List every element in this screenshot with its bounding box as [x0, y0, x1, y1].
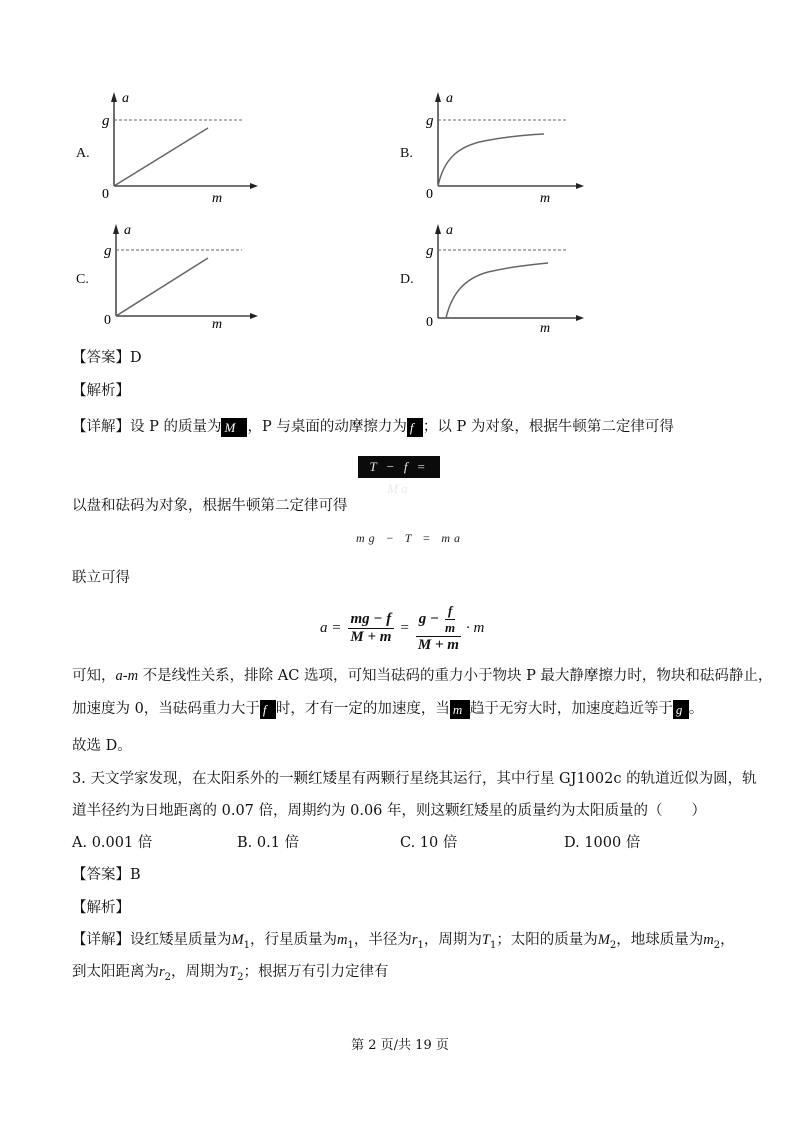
text: ，周期为: [423, 932, 482, 948]
origin-label: 0: [426, 187, 433, 202]
line5-c: 趋于无穷大时，加速度趋近等于: [469, 701, 673, 717]
detail-suffix: ；以 P 为对象，根据牛顿第二定律可得: [422, 419, 674, 435]
eq3-frac1-den: M + m: [350, 628, 392, 645]
q3-choice-c: C. 10 倍: [400, 835, 458, 851]
sub: 2: [237, 971, 244, 983]
a-axis-label: a: [124, 223, 131, 238]
option-d-graph: [398, 220, 578, 340]
line4-rest: 不是线性关系，排除 AC 选项，可知当砝码的重力小于物块 P 最大静摩擦力时，物块和砝码静止，: [138, 668, 773, 684]
text: ，行星质量为: [249, 932, 337, 948]
q3-answer: 【答案】B: [72, 867, 141, 883]
eq3-equals: =: [400, 619, 409, 636]
eq3-inner-den: m: [445, 619, 456, 635]
m-axis-label: m: [540, 191, 551, 206]
eq3-lhs: a =: [320, 619, 342, 636]
option-c-plot: [100, 220, 260, 340]
line5-d: 。: [688, 701, 704, 717]
detail-prefix: 【详解】设 P 的质量为: [72, 419, 222, 435]
var-m: m: [703, 932, 714, 948]
sub: 1: [243, 939, 250, 951]
q3-analysis-label: 【解析】: [72, 900, 130, 916]
q2-line4: [72, 666, 772, 686]
g-label: g: [426, 243, 434, 259]
var-T: T: [481, 932, 490, 948]
equation-2: mg − T = ma: [356, 531, 464, 545]
option-a-label: A.: [76, 146, 90, 161]
a-axis-label: a: [122, 91, 129, 106]
option-d-plot: [424, 220, 584, 340]
text: 到太阳距离为: [72, 964, 159, 980]
option-a-plot: [100, 88, 260, 208]
sub: 2: [713, 939, 721, 951]
q2-detail-line: [72, 417, 674, 437]
line5-b: 时，才有一定的加速度，当: [275, 701, 450, 717]
friction-symbol-image: f: [407, 418, 423, 437]
option-b-graph: [398, 88, 578, 208]
eq3-frac1-num: mg − f: [348, 611, 395, 629]
m-symbol-image: m: [450, 700, 470, 719]
eq3-tail: · m: [465, 619, 485, 636]
eq3-frac2-den: M + m: [417, 636, 459, 653]
option-c-graph: [70, 220, 250, 340]
eq3-inner-fraction: [442, 603, 458, 636]
q3-detail-line2: [72, 962, 388, 988]
option-b-label: B.: [400, 146, 413, 161]
q3-choice-a: A. 0.001 倍: [72, 835, 153, 851]
option-b-plot: [424, 88, 584, 208]
eq3-frac2-g: g −: [418, 610, 440, 627]
q3-stem-line1: 3. 天文学家发现，在太阳系外的一颗红矮星有两颗行星绕其运行，其中行星 GJ1002c 的轨道近似为圆，轨: [72, 771, 757, 787]
q2-line2: 以盘和砝码为对象，根据牛顿第二定律可得: [72, 498, 348, 514]
line4-variable: a-m: [115, 668, 139, 684]
g-label: g: [104, 243, 112, 259]
sub: 1: [489, 939, 497, 951]
eq3-inner-num: f: [445, 603, 455, 620]
origin-label: 0: [104, 313, 111, 328]
var-T: T: [229, 964, 238, 980]
sub: 1: [417, 939, 424, 951]
var-m: m: [336, 932, 348, 948]
line5-a: 加速度为 0，当砝码重力大于: [72, 701, 260, 717]
origin-label: 0: [102, 187, 109, 202]
q2-line5: [72, 699, 703, 719]
eq3-fraction-1: [347, 611, 394, 646]
eq3-fraction-2: [415, 603, 462, 654]
line4-prefix: 可知，: [72, 668, 116, 684]
q3-choice-b: B. 0.1 倍: [237, 835, 300, 851]
text: ，半径为: [353, 932, 412, 948]
equation-3: [320, 595, 484, 661]
var-r: r: [159, 964, 165, 980]
text: ，地球质量为: [616, 932, 704, 948]
var-r: r: [411, 932, 418, 948]
text: ，周期为: [171, 964, 230, 980]
q2-analysis-label: 【解析】: [72, 383, 130, 399]
g-symbol-image: g: [673, 700, 689, 719]
a-axis-label: a: [446, 223, 453, 238]
q3-stem-line2: 道半径约为日地距离的 0.07 倍，周期约为 0.06 年，则这颗红矮星的质量约为太阳质量的（ ）: [72, 803, 707, 819]
q2-answer: 【答案】D: [72, 350, 142, 366]
m-axis-label: m: [212, 191, 223, 206]
equation-1-image: T − f = Ma: [358, 456, 440, 478]
text: ；太阳的质量为: [496, 932, 598, 948]
text: ；根据万有引力定律有: [243, 964, 389, 980]
var-M: M: [231, 932, 244, 948]
sub: 1: [347, 939, 354, 951]
detail-mid: ，P 与桌面的动摩擦力为: [247, 419, 407, 435]
q3-detail-line1: [72, 930, 735, 956]
option-a-graph: [70, 88, 250, 208]
mass-symbol-image: M: [221, 418, 247, 437]
text: ，: [720, 932, 735, 948]
friction-symbol-image-2: f: [260, 700, 276, 719]
g-label: g: [102, 113, 110, 129]
sub: 2: [164, 971, 172, 983]
m-axis-label: m: [540, 321, 551, 336]
origin-label: 0: [426, 315, 433, 330]
option-c-label: C.: [76, 272, 89, 287]
sub: 2: [609, 939, 617, 951]
q2-line3: 联立可得: [72, 570, 130, 586]
a-axis-label: a: [446, 91, 453, 106]
text: 【详解】设红矮星质量为: [72, 932, 232, 948]
m-axis-label: m: [212, 317, 223, 332]
g-label: g: [426, 113, 434, 129]
option-d-label: D.: [400, 272, 414, 287]
q2-conclusion: 故选 D。: [72, 738, 132, 754]
q3-choice-d: D. 1000 倍: [564, 835, 641, 851]
var-M: M: [597, 932, 610, 948]
page-number: 第 2 页/共 19 页: [351, 1038, 449, 1053]
